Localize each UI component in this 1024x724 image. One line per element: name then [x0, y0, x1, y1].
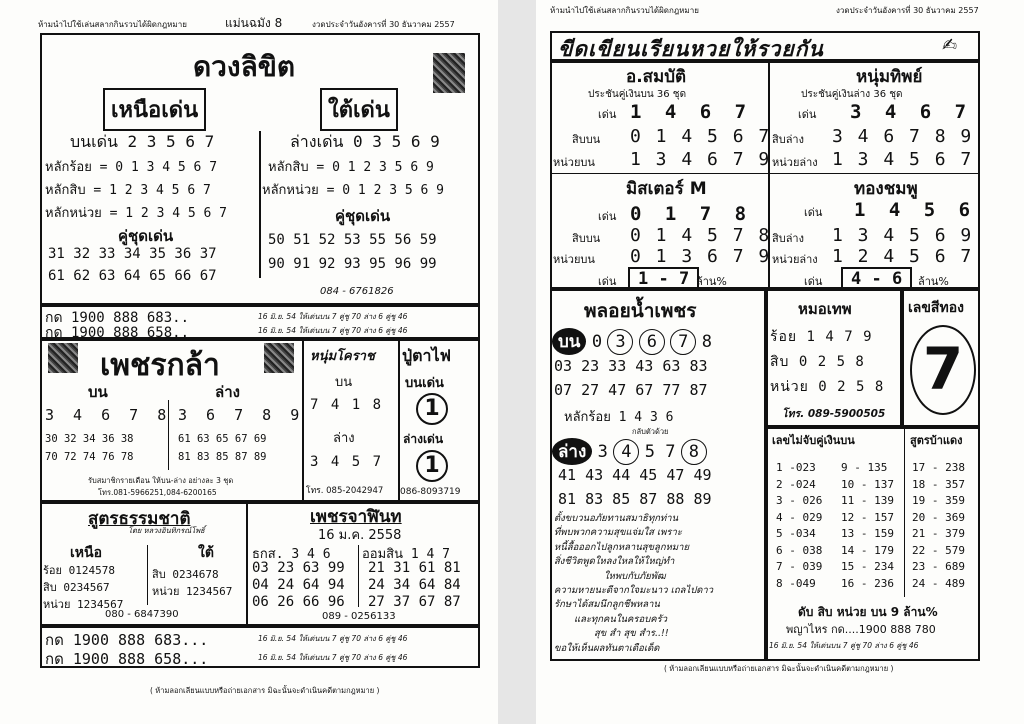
- call2-note2: 16 มิ.ย. 54 ให้เด่นบน 7 คู่ชู 70 ล่าง 6 คู่ชู 46: [258, 653, 408, 662]
- pairs-left-1: 31 32 33 34 35 36 37: [48, 246, 217, 262]
- phet-bon-nums: 3 4 6 7 8: [45, 406, 172, 424]
- lekmai-title: เลขไม่จับคู่เงินบน: [772, 434, 855, 447]
- qr-code-icon: [433, 53, 465, 93]
- sutban-item: 17 - 238: [912, 461, 965, 474]
- mothep-phone: โทร. 089-5900505: [782, 408, 886, 420]
- phet-lang-nums: 3 6 7 8 9: [178, 406, 305, 424]
- plo-poem: [554, 512, 764, 656]
- phet-pairs-l1: 30 32 34 36 38: [45, 433, 134, 445]
- right-note: 16 มิ.ย. 54 ให้เด่นบน 7 คู่ชู 70 ล่าง 6 คู่ชู 46: [769, 641, 919, 650]
- korat-title: หนุ่มโคราช: [310, 349, 375, 364]
- bon-den: บนเด่น 2 3 5 6 7: [70, 132, 215, 151]
- poem-line: ตั้งขบวนอภัยทานสมาธิทุกท่าน: [554, 513, 679, 524]
- mothep-title: หมอเทพ: [798, 300, 852, 318]
- mister-sip-label: สิบบน: [572, 232, 601, 245]
- call2-note1: 16 มิ.ย. 54 ให้เด่นบน 7 คู่ชู 70 ล่าง 6 คู่ชู 46: [258, 634, 408, 643]
- lekmai-item: 5 -034: [776, 527, 816, 540]
- poem-line: สุข สำ สุข สำร..!!: [594, 628, 669, 640]
- numthip-sub: ประชันคู่เงินล่าง 36 ชุด: [801, 89, 903, 100]
- plo-lang-row: [552, 438, 707, 465]
- thong-nuai: 1 2 4 5 6 7: [832, 246, 974, 267]
- right-header-date: งวดประจำวันอังคารที่ 30 ธันวาคม 2557: [836, 6, 979, 15]
- pairs-left-2: 61 62 63 64 65 66 67: [48, 268, 217, 284]
- call2-line1: กด 1900 888 683...: [45, 631, 209, 649]
- pairs-right-2: 90 91 92 93 95 96 99: [268, 256, 437, 272]
- sut-nuai-r: หน่วย 1234567: [152, 585, 233, 598]
- page-gutter: [498, 0, 536, 724]
- lak-nuai-right: หลักหน่วย = 0 1 2 3 5 6 9: [262, 183, 445, 198]
- khu-right-label: คู่ชุดเด่น: [335, 207, 391, 225]
- mister-name: มิสเตอร์ M: [626, 179, 707, 199]
- sutban-item: 20 - 369: [912, 510, 965, 524]
- phetcha-r3b: 27 37 67 87: [368, 594, 461, 610]
- sutban-item: 23 - 689: [912, 560, 965, 573]
- plo-lang-digits: 5 7: [644, 442, 676, 462]
- sutban-item: 22 - 579: [912, 543, 965, 557]
- poem-line: หนี้ลื้อออกไปลูกหลานสุขลูกหมาย: [554, 541, 690, 553]
- qr-code-icon: [264, 343, 294, 373]
- sutban-col: [912, 460, 965, 592]
- sithong-title: เลขสีทอง: [908, 300, 964, 316]
- phet-sub2: โทร.081-5966251,084-6200165: [98, 488, 217, 497]
- call2-line2: กด 1900 888 658...: [45, 650, 209, 668]
- phetcha-phone: 089 - 0256133: [322, 611, 396, 622]
- duang-title: ดวงลิขิต: [193, 50, 296, 83]
- plo-bon-digit-2: 8: [701, 332, 712, 352]
- sombat-den: 1 4 6 7: [630, 101, 753, 123]
- lak-nuai: หลักหน่วย = 1 2 3 4 5 6 7: [45, 206, 228, 221]
- lekmai-col1: [776, 460, 822, 592]
- sut-tai: ใต้: [198, 545, 214, 561]
- banner-text: ขีดเขียนเรียนหวยให้รวยกัน: [558, 37, 824, 61]
- plo-lak-roi: หลักร้อย 1 4 3 6: [564, 410, 674, 425]
- numthip-den-label: เด่น: [798, 108, 817, 121]
- poem-line: ขอให้เห็นผลทันตาเดือเด็ด: [554, 642, 660, 654]
- sombat-sub: ประชันคู่เงินบน 36 ชุด: [588, 89, 687, 100]
- puta-lang-den: ล่างเด่น: [403, 432, 444, 446]
- sombat-name: อ.สมบัติ: [626, 67, 687, 87]
- plo-lang-digit: 3: [597, 442, 608, 462]
- lekmai-item: 2 -024: [776, 477, 816, 491]
- poem-line: และทุกคนในครอบครัว: [574, 613, 668, 625]
- sut-phone: 080 - 6847390: [105, 609, 179, 620]
- plo-bon-circle-2: 6: [639, 329, 665, 355]
- poem-line: รักษาได้สมนึกลูกชีพหลาน: [554, 599, 660, 611]
- korat-bon-nums: 7 4 1 8: [310, 397, 384, 413]
- mister-den-label: เด่น: [598, 210, 617, 223]
- phet-pairs-l2: 70 72 74 76 78: [45, 451, 134, 463]
- phetcha-r2b: 24 34 64 84: [368, 577, 461, 593]
- plo-bon-circle-1: 3: [607, 329, 633, 355]
- sutban-item: 21 - 379: [912, 527, 965, 540]
- poem-line: ความหายนะดีจากใจมะนาว เถลไปดาว: [554, 585, 714, 597]
- tai-den-label: ใต้เด่น: [320, 88, 398, 131]
- plo-bon-circle-3: 7: [670, 329, 696, 355]
- right-footer: ( ห้ามลอกเลียนแบบหรือถ่ายเอกสาร มิฉะนั้นจะดำเนินคดีตามกฎหมาย ): [664, 664, 894, 673]
- lekmai-item: 1 -023: [776, 461, 816, 474]
- sut-title: สูตรธรรมชาติ: [88, 509, 191, 529]
- sut-nuai-l: หน่วย 1234567: [43, 598, 124, 611]
- lekmai-item: 13 - 159: [841, 527, 894, 540]
- thong-name: ทองชมพู: [854, 179, 918, 199]
- thong-nuai-label: หน่วยล่าง: [772, 253, 818, 266]
- mothep-roi: ร้อย 1 4 7 9: [770, 329, 873, 345]
- sut-nuea: เหนือ: [70, 545, 102, 561]
- thong-lan-unit: ล้าน%: [918, 275, 949, 288]
- thong-den: 1 4 5 6: [854, 199, 977, 221]
- right-header-warning: ห้ามนำไปใช้เล่นสลากกินรวบได้ผิดกฎหมาย: [550, 6, 699, 15]
- nuea-den-label: เหนือเด่น: [103, 88, 206, 131]
- lekmai-item: 3 - 026: [776, 494, 823, 507]
- left-header-title: แม่นฉมัง 8: [225, 16, 283, 30]
- korat-lang: ล่าง: [333, 431, 355, 446]
- phetcha-r3a: 06 26 66 96: [252, 594, 345, 610]
- korat-bon: บน: [335, 375, 353, 390]
- plo-bon-digit: 0: [591, 332, 603, 352]
- phetcha-thokso: ธกส. 3 4 6: [252, 547, 331, 562]
- sut-sip-r: สิบ 0234678: [152, 568, 219, 581]
- puta-bon-den: บนเด่น: [405, 376, 444, 391]
- puta-title: ปู่ตาไฟ: [402, 346, 451, 365]
- phetcha-r2a: 04 24 64 94: [252, 577, 345, 593]
- lekmai-item: 15 - 234: [841, 560, 894, 573]
- lekmai-item: 16 - 236: [841, 576, 894, 590]
- sut-roi-l: ร้อย 0124578: [43, 564, 115, 577]
- phetcha-title: เพชรจาฬินท: [310, 507, 402, 527]
- phetcha-r1a: 03 23 63 99: [252, 560, 345, 576]
- korat-lang-nums: 3 4 5 7: [310, 454, 384, 470]
- poem-line: ใหพบกับภัยพัฒ: [604, 570, 666, 582]
- mister-nuai: 0 1 3 6 7 9: [630, 246, 772, 267]
- lang-den: ล่างเด่น 0 3 5 6 9: [290, 132, 440, 151]
- khu-left-label: คู่ชุดเด่น: [118, 227, 174, 245]
- plo-bon-row: [552, 328, 712, 355]
- left-footer: ( ห้ามลอกเลียนแบบหรือถ่ายเอกสาร มิฉะนั้นจะดำเนินคดีตามกฎหมาย ): [150, 686, 380, 695]
- plo-bon-tag: บน: [552, 328, 586, 355]
- lekmai-item: 7 - 039: [776, 560, 823, 573]
- mister-nuai-label: หน่วยบน: [553, 253, 595, 266]
- thong-lan: 4 - 6: [841, 267, 912, 291]
- call1-note1: 16 มิ.ย. 54 ให้เด่นบน 7 คู่ชู 70 ล่าง 6 คู่ชู 46: [258, 312, 408, 321]
- call1-line1: กด 1900 888 683..: [45, 310, 189, 326]
- sombat-sip: 0 1 4 5 6 7: [630, 126, 772, 147]
- numthip-nuai: 1 3 4 5 6 7: [832, 149, 974, 170]
- lekmai-item: 12 - 157: [841, 510, 894, 524]
- lak-sip: หลักสิบ = 1 2 3 4 5 6 7: [45, 183, 211, 198]
- phetcha-r1b: 21 31 61 81: [368, 560, 461, 576]
- plo-lang-r2: 81 83 85 87 88 89: [558, 490, 712, 508]
- plo-lang-r1: 41 43 44 45 47 49: [558, 466, 712, 484]
- numthip-sip-label: สิบล่าง: [772, 133, 804, 146]
- plo-klap: กลับตัวด้วย: [632, 427, 669, 436]
- thong-sip-label: สิบล่าง: [772, 232, 804, 245]
- pen-hand-icon: ✍: [942, 35, 958, 56]
- duang-phone: 084 - 6761826: [320, 286, 394, 297]
- left-header-date: งวดประจำวันอังคารที่ 30 ธันวาคม 2557: [312, 20, 455, 29]
- phet-pairs-r1: 61 63 65 67 69: [178, 433, 267, 445]
- numthip-den: 3 4 6 7: [850, 101, 973, 123]
- dap-text: ดับ สิบ หน่วย บน 9 ล้าน%: [798, 605, 938, 619]
- mister-lan: 1 - 7: [628, 267, 699, 291]
- korat-phone: โทร. 085-2042947: [306, 486, 384, 496]
- mister-den: 0 1 7 8: [630, 203, 753, 225]
- phet-pairs-r2: 81 83 85 87 89: [178, 451, 267, 463]
- puta-phone: 086-8093719: [400, 487, 461, 497]
- lekmai-item: 4 - 029: [776, 510, 823, 524]
- left-header-warning: ห้ามนำไปใช้เล่นสลากกินรวบได้ผิดกฎหมาย: [38, 20, 187, 29]
- sut-sip-l: สิบ 0234567: [43, 581, 110, 594]
- sombat-sip-label: สิบบน: [572, 133, 601, 146]
- sithong-value: 7: [910, 325, 976, 415]
- thong-lan-label: เด่น: [804, 275, 823, 288]
- plo-lang-circle-2: 8: [681, 439, 707, 465]
- phet-bon: บน: [88, 383, 108, 401]
- left-page: [0, 0, 498, 724]
- poem-line: สิ่งชีวิตพูดใหลงใหลให้ใหญ่ทำ: [554, 556, 675, 568]
- qr-code-icon: [48, 343, 78, 373]
- sombat-nuai: 1 3 4 6 7 9: [630, 149, 772, 170]
- lekmai-item: 6 - 038: [776, 543, 823, 557]
- lekmai-item: 8 -049: [776, 576, 816, 590]
- plo-lang-circle-1: 4: [613, 439, 639, 465]
- phet-lang: ล่าง: [215, 383, 240, 401]
- phaya-text: พญาไหร กด....1900 888 780: [786, 623, 936, 636]
- numthip-name: หนุ่มทิพย์: [856, 67, 923, 87]
- lekmai-item: 9 - 135: [841, 461, 888, 474]
- phetcha-omsin: ออมสิน 1 4 7: [362, 547, 450, 562]
- plo-bon-r1: 03 23 33 43 63 83: [554, 357, 708, 375]
- call1-note2: 16 มิ.ย. 54 ให้เด่นบน 7 คู่ชู 70 ล่าง 6 คู่ชู 46: [258, 326, 408, 335]
- mister-lan-unit: ล้าน%: [696, 275, 727, 288]
- lak-roi: หลักร้อย = 0 1 3 4 5 6 7: [45, 160, 218, 175]
- phet-sub1: รับสมาชิกรายเดือน ให้บน-ล่าง อย่างละ 3 ชุด: [88, 476, 234, 485]
- sombat-den-label: เด่น: [598, 108, 617, 121]
- lekmai-col2: [841, 460, 894, 592]
- numthip-nuai-label: หน่วยล่าง: [772, 156, 818, 169]
- phetcha-date: 16 ม.ค. 2558: [318, 528, 402, 543]
- sombat-nuai-label: หน่วยบน: [553, 156, 595, 169]
- numthip-sip: 3 4 6 7 8 9: [832, 126, 974, 147]
- mothep-nuai: หน่วย 0 2 5 8: [770, 379, 885, 395]
- call1-line2: กด 1900 888 658..: [45, 325, 189, 341]
- lekmai-item: 11 - 139: [841, 494, 894, 507]
- plo-title: พลอยน้ำเพชร: [584, 300, 697, 322]
- sutban-item: 19 - 359: [912, 494, 965, 507]
- right-page: [536, 0, 1024, 724]
- sut-sub: โดย หลวงอินทิกรณ์โพธิ์: [128, 526, 205, 535]
- mister-sip: 0 1 4 5 7 8: [630, 225, 772, 246]
- plo-bon-r2: 07 27 47 67 77 87: [554, 381, 708, 399]
- thong-sip: 1 3 4 5 6 9: [832, 225, 974, 246]
- puta-bon-val: 1: [416, 393, 448, 425]
- puta-lang-val: 1: [416, 450, 448, 482]
- sutban-item: 18 - 357: [912, 477, 965, 491]
- lekmai-item: 14 - 179: [841, 543, 894, 557]
- sutban-title: สูตรบ้าแดง: [910, 434, 963, 447]
- plo-lang-tag: ล่าง: [552, 438, 592, 465]
- lak-sip-right: หลักสิบ = 0 1 2 3 5 6 9: [268, 160, 434, 175]
- mister-lan-label: เด่น: [598, 275, 617, 288]
- lekmai-item: 10 - 137: [841, 477, 894, 491]
- phet-title: เพชรกล้า: [100, 348, 220, 383]
- mothep-sip: สิบ 0 2 5 8: [770, 354, 865, 370]
- poem-line: ที่พบพวกความสุขแจ่มใส เพราะ: [554, 527, 682, 539]
- pairs-right-1: 50 51 52 53 55 56 59: [268, 232, 437, 248]
- thong-den-label: เด่น: [804, 206, 823, 219]
- sutban-item: 24 - 489: [912, 576, 965, 590]
